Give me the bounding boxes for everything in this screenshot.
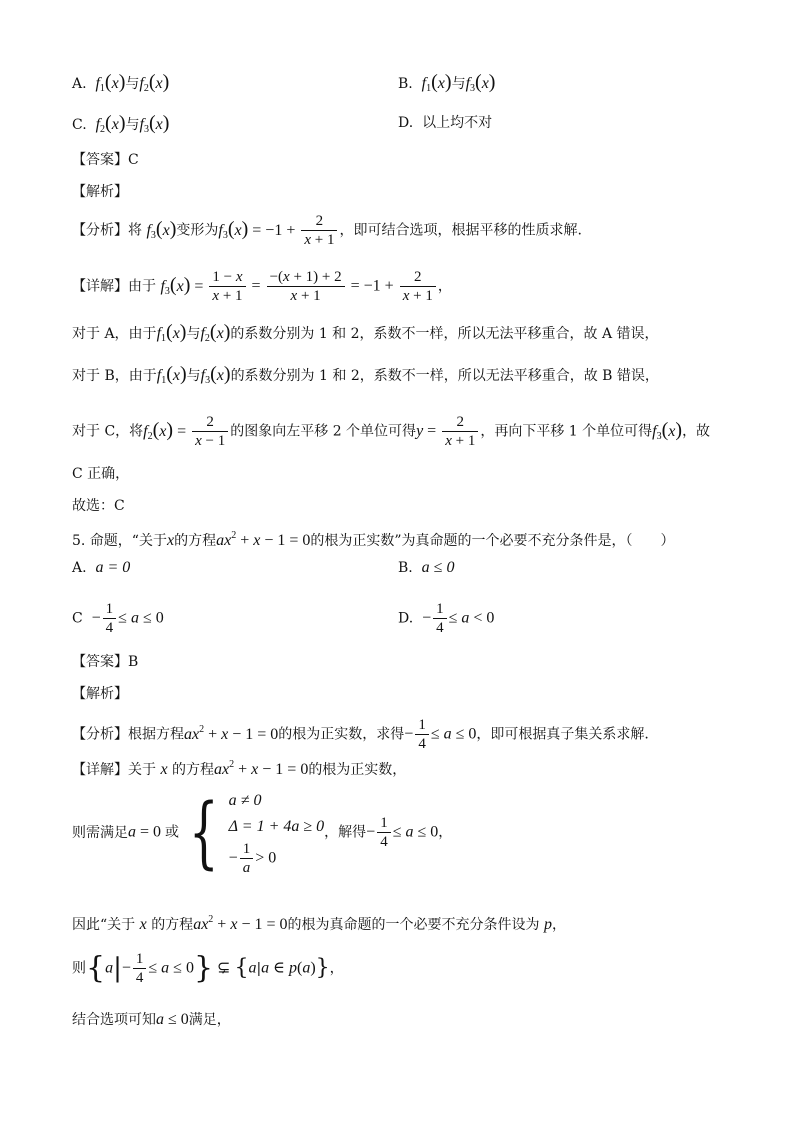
option-label: A. — [72, 76, 87, 92]
q5-option-b: B. a ≤ 0 — [398, 559, 455, 576]
q5-option-d: D. − $\frac{1}{4}$ ≤ a < 0 — [398, 601, 495, 636]
q4-line-c-cont: C 正确， — [72, 466, 130, 482]
q5-combine: 结合选项可知a ≤ 0满足， — [72, 1011, 231, 1028]
equation-system: a ≠ 0 Δ = 1 + 4a ≥ 0 − $\frac{1}{a}$ > 0 — [228, 792, 325, 876]
q4-option-d: D. 以上均不对 — [398, 115, 493, 131]
q5-option-c: C − $\frac{1}{4}$ ≤ a ≤ 0 — [72, 601, 164, 636]
q5-analysis-heading: 【解析】 — [72, 686, 128, 702]
q5-stem: 5. 命题，“关于x的方程$ax^2 + x - 1 = 0$的根为正实数”为真命题的一个必要不充分条件是，（ ） — [72, 530, 675, 549]
math-f2x: $f_2(x)$ — [139, 71, 170, 94]
q4-xiangjie: 【详解】由于 $f_3(x)$ = $\frac{1 - x}{x + 1}$ = $\frac{-(x + 1) + 2}{x + 1}$ = −1 + $\frac{2}{x + 1}$ ， — [72, 269, 452, 304]
q4-line-c: 对于 C，将$f_2(x)$ = $\frac{2}{x - 1}$ 的图象向左平移 2 个单位可得y = $\frac{2}{x + 1}$ ，再向下平移 1 个单位可得$f_3(x)$，故 — [72, 414, 711, 449]
q4-option-c: C. $f_2(x)$与$f_3(x)$ — [72, 112, 170, 135]
q4-fenxi: 【分析】将 $f_3(x)$变形为$f_3(x) = -1$ + $\frac{2}{x + 1}$ ，即可结合选项，根据平移的性质求解. — [72, 213, 582, 248]
q4-answer: 【答案】C — [72, 152, 139, 168]
q4-analysis-heading: 【解析】 — [72, 184, 128, 200]
q4-option-b: B. $f_1(x)$与$f_3(x)$ — [398, 71, 496, 94]
system-brace: { — [188, 787, 219, 878]
q4-line-a: 对于 A，由于$f_1(x)$与$f_2(x)$的系数分别为 1 和 2，系数不一样，所以无法平移重合，故 A 错误， — [72, 321, 659, 344]
q5-therefore: 因此“关于 x 的方程$ax^2 + x - 1 = 0$的根为真命题的一个必要不充分条件设为 p， — [72, 914, 566, 933]
q4-line-b: 对于 B，由于$f_1(x)$与$f_3(x)$的系数分别为 1 和 2，系数不一样，所以无法平移重合，故 B 错误， — [72, 363, 659, 386]
q5-fenxi: 【分析】根据方程$ax^2 + x - 1 = 0$的根为正实数，求得− $\frac{1}{4}$ ≤ a ≤ 0，即可根据真子集关系求解. — [72, 717, 649, 752]
q5-option-a: A. a = 0 — [72, 559, 131, 576]
math-f1x: $f_1(x)$ — [95, 71, 126, 94]
q4-choose: 故选：C — [72, 498, 125, 514]
q5-xiangjie: 【详解】关于 x 的方程$ax^2 + x - 1 = 0$的根为正实数， — [72, 759, 407, 778]
q4-option-a: A. $f_1(x)$与$f_2(x)$ — [72, 71, 170, 94]
q5-set-relation: 则{a|− $\frac{1}{4}$ ≤ a ≤ 0} ⊊ {a|a ∈ p(a)}， — [72, 950, 344, 986]
q5-answer: 【答案】B — [72, 654, 139, 670]
q5-condition: 则需满足a = 0 或 { a ≠ 0 Δ = 1 + 4a ≥ 0 − $\frac{1}{a}$ > 0 ，解得− $\frac{1}{4}$ ≤ a ≤ 0， — [72, 787, 453, 878]
